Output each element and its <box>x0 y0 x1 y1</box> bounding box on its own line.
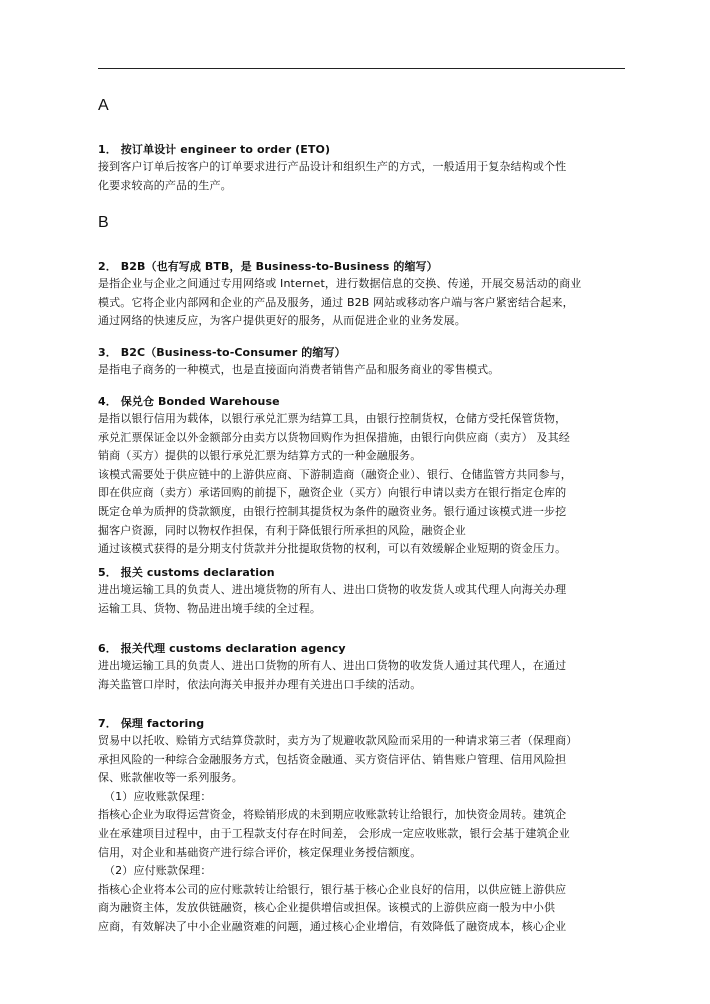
body-line: 业在承建项目过程中，由于工程款支付存在时间差， 会形成一定应收账款，银行会基于建筑企业 <box>98 826 570 840</box>
entry-1 <box>98 141 625 195</box>
entry-heading: 2． B2B（也有写成 BTB，是 Business-to-Business 的缩写） <box>98 260 438 273</box>
entry-body <box>98 158 625 195</box>
entry-heading: 7． 保理 factoring <box>98 717 205 730</box>
body-line: 是指电子商务的一种模式，也是直接面向消费者销售产品和服务商业的零售模式。 <box>98 363 500 376</box>
entry-body <box>98 732 625 937</box>
entry-7 <box>98 715 625 937</box>
entry-body <box>98 275 625 331</box>
section-letter-a: A <box>98 97 109 114</box>
body-line: 海关监管口岸时，依法向海关申报并办理有关进出口手续的活动。 <box>98 677 422 691</box>
body-line: 销商（买方）提供的以银行承兑汇票为结算方式的一种金融服务。 <box>98 449 422 463</box>
header-rule <box>98 68 625 69</box>
body-line: 指核心企业为取得运营资金，将赊销形成的未到期应收账款转让给银行，加快资金周转。建筑企 <box>98 808 567 822</box>
body-line: 承担风险的一种综合金融服务方式，包括资金融通、买方资信评估、销售账户管理、信用风险担 <box>98 752 567 766</box>
entry-heading: 4． 保兑仓 Bonded Warehouse <box>98 395 280 408</box>
entry-2 <box>98 258 625 331</box>
body-line: 承兑汇票保证金以外金额部分由卖方以货物回购作为担保措施，由银行向供应商（卖方） 及其经 <box>98 430 570 444</box>
entry-heading: 5． 报关 customs declaration <box>98 566 275 579</box>
entry-body <box>98 410 625 559</box>
body-line: 掘客户资源，同时以物权作担保，有利于降低银行所承担的风险，融资企业 <box>98 523 466 537</box>
body-line: 模式。它将企业内部网和企业的产品及服务，通过 B2B 网站或移动客户端与客户紧密结合起来， <box>98 295 574 309</box>
body-subheading: （1）应收账款保理： <box>104 789 212 803</box>
entry-4 <box>98 393 625 559</box>
entry-heading: 3． B2C（Business-to-Consumer 的缩写） <box>98 346 346 359</box>
body-line: 指核心企业将本公司的应付账款转让给银行，银行基于核心企业良好的信用，以供应链上游供应 <box>98 882 567 896</box>
body-line: 通过网络的快速反应，为客户提供更好的服务，从而促进企业的业务发展。 <box>98 314 466 328</box>
body-line: 化要求较高的产品的生产。 <box>98 178 232 192</box>
entry-heading: 6． 报关代理 customs declaration agency <box>98 642 346 655</box>
body-line: 进出境运输工具的负责人、进出境货物的所有人、进出口货物的收发货人或其代理人向海关办理 <box>98 583 567 596</box>
body-line: 应商，有效解决了中小企业融资难的问题，通过核心企业增信，有效降低了融资成本，核心企业 <box>98 919 567 933</box>
entry-body <box>98 581 625 618</box>
entry-body <box>98 361 625 380</box>
entry-heading: 1． 按订单设计 engineer to order (ETO) <box>98 143 331 156</box>
body-line: 即在供应商（卖方）承诺回购的前提下，融资企业（买方）向银行申请以卖方在银行指定仓库的 <box>98 486 567 500</box>
body-line: 是指企业与企业之间通过专用网络或 Internet，进行数据信息的交换、传递，开展交易活动的商业 <box>98 277 582 290</box>
body-line: 进出境运输工具的负责人、进出口货物的所有人、进出口货物的收发货人通过其代理人，在通过 <box>98 659 567 672</box>
body-line: 信用，对企业和基础资产进行综合评价，核定保理业务授信额度。 <box>98 845 422 859</box>
entry-3 <box>98 344 625 380</box>
body-subheading: （2）应付账款保理： <box>104 864 212 878</box>
entry-5 <box>98 564 625 618</box>
body-line: 该模式需要处于供应链中的上游供应商、下游制造商（融资企业）、银行、仓储监管方共同参与， <box>98 467 572 481</box>
entry-6 <box>98 640 625 694</box>
body-line: 既定仓单为质押的贷款额度，由银行控制其提货权为条件的融资业务。银行通过该模式进一步挖 <box>98 504 567 518</box>
body-line: 通过该模式获得的是分期支付货款并分批提取货物的权利，可以有效缓解企业短期的资金压力。 <box>98 542 567 556</box>
body-line: 运输工具、货物、物品进出境手续的全过程。 <box>98 601 321 615</box>
body-line: 保、账款催收等一系列服务。 <box>98 771 243 785</box>
body-line: 接到客户订单后按客户的订单要求进行产品设计和组织生产的方式，一般适用于复杂结构或个性 <box>98 160 567 173</box>
body-line: 贸易中以托收、赊销方式结算贷款时，卖方为了规避收款风险而采用的一种请求第三者（保理商） <box>98 734 578 747</box>
entry-body <box>98 657 625 694</box>
section-letter-b: B <box>98 214 109 231</box>
body-line: 商为融资主体，发放供链融资，核心企业提供增信或担保。该模式的上游供应商一般为中小供 <box>98 901 556 915</box>
body-line: 是指以银行信用为载体，以银行承兑汇票为结算工具，由银行控制货权，仓储方受托保管货物， <box>98 412 567 425</box>
